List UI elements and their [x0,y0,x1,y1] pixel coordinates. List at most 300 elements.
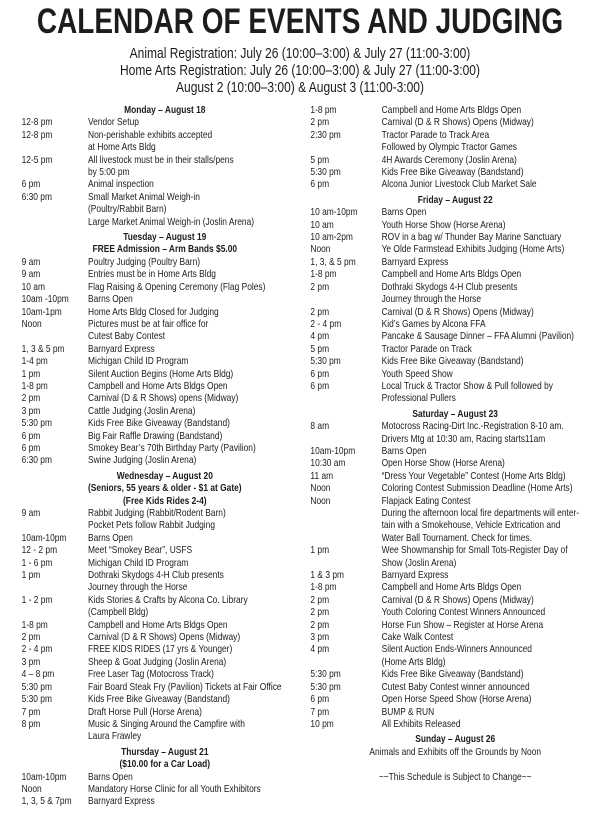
event-description-line: Kids Free Bike Giveaway (Bandstand) [88,417,230,430]
event-description-line: (Poultry/Rabbit Barn) [88,203,167,216]
event-time: 10 am [310,218,334,231]
event-description-line: Open Horse Speed Show (Horse Arena) [381,693,532,706]
event-description-line: FREE KIDS RIDES (17 yrs & Younger) [88,643,233,656]
day-heading-line: ($10.00 for a Car Load) [119,758,211,771]
page-title: CALENDAR OF EVENTS AND JUDGING [36,2,564,41]
event-description [382,219,506,231]
event-description-line: Cutest Baby Contest winner announced [381,680,530,693]
event-description [88,306,219,318]
event-time: 1-8 pm [21,618,48,631]
registration-line-animal: Animal Registration: July 26 (10:00–3:00) & July 27 (11:00-3:00) [129,45,471,62]
registration-line-home-arts: Home Arts Registration: July 26 (10:00–3:00) & July 27 (11:00-3:00) [120,62,480,79]
event-description-line: Sheep & Goat Judging (Joslin Arena) [88,655,227,668]
event-row [0,454,284,466]
event-description [88,631,240,643]
event-description-line: at Home Arts Bldg [88,141,156,154]
event-description-line: During the afternoon local fire departments will enter- [381,507,580,519]
event-description-line: Music & Singing Around the Campfire with [88,717,245,730]
event-description [88,693,230,705]
event-description [382,706,435,718]
event-time: 3 pm [21,655,41,668]
event-time: 1, 3 & 5 pm [21,342,65,355]
event-time: 5:30 pm [310,668,341,681]
event-row [0,343,284,355]
event-row [0,619,284,631]
event-description-line: Drivers Mtg at 10:30 am, Racing starts11am [381,432,546,445]
event-time: 6 pm [310,367,330,380]
event-time: 6 pm [310,379,330,392]
event-row [284,718,600,730]
event-time: 6 pm [21,178,41,191]
event-time: Noon [310,494,331,507]
event-time: 5:30 pm [21,680,52,693]
event-time: 2 - 4 pm [21,643,53,656]
event-row [0,656,284,668]
event-time: 10am-10pm [21,531,67,544]
event-row [0,268,284,280]
event-description-line: Entries must be in Home Arts Bldg [88,268,216,281]
event-time: 1-8 pm [310,268,337,281]
event-time: 6 pm [21,429,41,442]
event-description-line: Carnival (D & R Shows) Opens (Midway) [88,631,241,644]
event-description-line: Campbell and Home Arts Bldgs Open [381,104,522,116]
event-description-line: Swine Judging (Joslin Arena) [88,454,197,467]
event-description-line: Youth Horse Show (Horse Arena) [381,218,506,231]
event-description [88,430,222,442]
event-row [0,783,284,795]
event-row [0,718,284,743]
event-row [0,681,284,693]
event-description [382,206,427,218]
event-time: 1 - 6 pm [21,556,53,569]
event-description [382,355,524,367]
event-time: 5:30 pm [21,693,52,706]
event-time: 1 pm [21,367,41,380]
event-description-line: Tractor Parade to Track Area [381,128,490,141]
event-row [284,256,600,268]
event-description-line: Open Horse Show (Horse Arena) [381,457,505,470]
event-row [0,154,284,179]
event-description-line: Carnival (D & R Shows) opens (Midway) [88,392,239,405]
event-description [382,631,454,643]
event-description-line: Michigan Child ID Program [88,556,189,569]
event-description [88,656,226,668]
event-row [0,392,284,404]
event-description [88,569,224,594]
event-description [382,104,522,116]
registration-info [0,45,600,96]
event-description [88,368,233,380]
event-row [0,355,284,367]
event-description [88,771,133,783]
event-row [0,569,284,594]
event-description [88,783,261,795]
document-scan [0,4,600,808]
event-row [284,420,600,445]
event-time: 1, 3, 5 & 7pm [21,795,72,808]
event-time: 3 pm [21,404,41,417]
event-time: 2 - 4 pm [310,317,342,330]
event-description [88,668,214,680]
event-description-line: Kids Free Bike Giveaway (Bandstand) [88,693,230,706]
day-heading [284,194,600,206]
event-row [0,631,284,643]
event-description-line: Journey through the Horse [88,581,188,594]
event-row [284,243,600,255]
event-row [0,306,284,318]
event-description-line: Alcona Junior Livestock Club Market Sale [381,178,537,191]
event-row [0,178,284,190]
event-time: Noon [310,243,331,256]
event-row [284,693,600,705]
event-description [88,557,188,569]
event-time: 10am-10pm [310,444,356,457]
event-row [0,191,284,228]
day-heading [284,408,600,420]
event-time: 3 pm [310,631,330,644]
event-description-line: Youth Speed Show [381,367,453,380]
event-description [382,243,565,255]
event-row [0,293,284,305]
event-time: 5:30 pm [310,680,341,693]
event-description-line: Journey through the Horse [381,293,482,306]
event-description [382,470,566,482]
event-time: 9 am [21,507,41,519]
event-description [382,643,532,668]
event-time: 1 & 3 pm [310,569,345,582]
event-time: 1-4 pm [21,355,48,368]
event-row [284,470,600,482]
event-description [382,368,453,380]
event-time: 12-5 pm [21,153,53,166]
event-description-line: Free Laser Tag (Motocross Track) [88,668,214,681]
event-row [284,569,600,581]
event-description-line: Carnival (D & R Shows) Opens (Midway) [381,593,534,606]
event-row [0,430,284,442]
day-heading [0,231,284,256]
event-time: 6 pm [310,693,330,706]
event-description [88,417,230,429]
event-description-line: Professional Pullers [381,392,456,405]
event-description [88,507,226,532]
event-time: 8 am [310,420,330,433]
event-description-line: Flag Raising & Opening Ceremony (Flag Poles) [88,280,266,293]
event-description [382,256,449,268]
event-description-line: 4H Awards Ceremony (Joslin Arena) [381,153,517,166]
event-description-line: Tractor Parade on Track [381,342,472,355]
event-description-line: Barnyard Express [381,255,449,268]
event-description [88,268,216,280]
event-time: 6 pm [21,441,41,454]
event-time: 4 pm [310,330,330,343]
event-description-line: All Exhibits Released [381,717,461,730]
day-heading-line: (Free Kids Rides 2-4) [123,494,207,507]
event-time: 6 pm [310,178,330,191]
event-description [382,380,553,405]
event-row [0,594,284,619]
event-description [382,231,562,243]
event-description [88,392,238,404]
event-description [88,293,133,305]
event-description-line: Barns Open [381,444,427,457]
event-time: 6:30 pm [21,190,52,203]
event-description-line: Pictures must be at fair office for [88,317,209,330]
event-row [284,368,600,380]
day-heading-line: Thursday – August 21 [121,745,209,758]
event-time: 1-8 pm [21,379,48,392]
event-description-line: Water Ball Tournament. Check for times. [381,531,532,544]
event-description-line: by 5:00 pm [88,166,130,179]
event-description-line: Draft Horse Pull (Horse Arena) [88,705,202,718]
event-description-line: ROV in a bag w/ Thunder Bay Marine Sanctuary [381,231,562,244]
event-row [0,668,284,680]
event-row [0,557,284,569]
event-description-line: Small Market Animal Weigh-in [88,190,200,203]
event-description-line: Poultry Judging (Poultry Barn) [88,255,201,268]
event-row [284,231,600,243]
event-row [0,417,284,429]
event-description [88,718,245,743]
event-row [0,507,284,532]
schedule-columns [0,104,600,808]
event-description [382,129,517,154]
event-description [88,795,155,807]
event-description-line: Carnival (D & R Shows) Opens (Midway) [381,305,534,318]
event-time: 1, 3, & 5 pm [310,255,356,268]
day-heading-line: (Seniors, 55 years & older - $1 at Gate) [88,482,242,495]
event-description [88,318,208,343]
event-row [0,405,284,417]
event-row [284,154,600,166]
event-time: 12 - 2 pm [21,544,58,557]
event-description-line: Barns Open [88,770,133,783]
event-description [88,706,202,718]
event-time: 1-8 pm [310,104,337,116]
event-time: 10am -10pm [21,293,69,306]
event-time: 2 pm [310,305,330,318]
event-description [88,619,228,631]
event-description [88,380,228,392]
event-row [284,457,600,469]
event-description-line: Silent Auction Begins (Home Arts Bldg) [88,367,234,380]
day-heading [0,104,284,116]
event-description [88,643,232,655]
event-description-line: Kids Free Bike Giveaway (Bandstand) [381,355,524,368]
event-description [382,507,580,544]
event-description-line: Barns Open [381,206,427,219]
event-time: 1 - 2 pm [21,593,53,606]
event-description [88,129,212,154]
event-description-line: Carnival (D & R Shows) Opens (Midway) [381,116,534,129]
event-row [284,166,600,178]
event-description-line: Rabbit Judging (Rabbit/Rodent Barn) [88,507,226,519]
event-time: 2 pm [310,593,330,606]
event-description-line: Barnyard Express [88,342,155,355]
event-time: Noon [310,482,331,495]
event-description-line: All livestock must be in their stalls/pens [88,153,234,166]
event-row [0,693,284,705]
event-row [284,306,600,318]
event-time: 1 pm [310,544,330,557]
event-time: 2 pm [310,618,330,631]
event-description-line: Barns Open [88,293,133,306]
event-row [0,532,284,544]
event-row [0,380,284,392]
event-description [382,495,471,507]
event-description-line: Vendor Setup [88,116,139,129]
event-description-line: Pocket Pets follow Rabbit Judging [88,519,216,532]
event-time: 2 pm [21,631,41,644]
event-description [382,445,427,457]
event-time: 12-8 pm [21,128,53,141]
event-description-line: Mandatory Horse Clinic for all Youth Exhibitors [88,782,261,795]
event-time: 4 – 8 pm [21,668,55,681]
event-description-line: Pancake & Sausage Dinner – FFA Alumni (Pavilion) [381,330,574,343]
event-description-line: Michigan Child ID Program [88,355,189,368]
event-description [382,569,449,581]
event-description [382,681,530,693]
event-description [382,166,524,178]
event-description [382,619,544,631]
event-description-line: Big Fair Raffle Drawing (Bandstand) [88,429,223,442]
event-time: 10:30 am [310,457,346,470]
event-row [284,129,600,154]
event-row [284,116,600,128]
event-description-line: Non-perishable exhibits accepted [88,128,213,141]
event-description-line: Laura Frawley [88,730,142,743]
event-row [0,795,284,807]
event-description [382,281,518,306]
event-row [284,544,600,569]
event-description-line: Followed by Olympic Tractor Games [381,141,517,154]
event-description-line: Show (Joslin Arena) [381,556,457,569]
event-time: 2 pm [21,392,41,405]
event-row [284,330,600,342]
event-time: 10am-1pm [21,305,62,318]
event-description [88,681,282,693]
event-row [284,380,600,405]
event-time: 2 pm [310,116,330,129]
event-row [284,643,600,668]
event-description [88,116,139,128]
center-note: Animals and Exhibits off the Grounds by Noon [369,745,542,758]
event-description [382,668,524,680]
event-description-line: Youth Coloring Contest Winners Announced [381,606,546,619]
event-row [284,268,600,280]
event-description [88,454,196,466]
event-description [382,116,534,128]
event-time: 11 am [310,469,334,482]
schedule-column-left [0,104,284,808]
schedule-column-right [284,104,600,784]
event-row [284,281,600,306]
event-description [382,306,534,318]
event-description-line: Smokey Bear’s 70th Birthday Party (Pavilion) [88,441,256,454]
event-time: 12-8 pm [21,116,53,129]
event-description-line: Silent Auction Ends-Winners Announced [381,643,532,656]
event-description [88,532,133,544]
event-time: 10 am-10pm [310,206,358,219]
event-row [0,442,284,454]
event-time: 1 pm [21,569,41,582]
event-description [88,343,155,355]
event-description [88,405,195,417]
event-description [88,256,200,268]
event-row [284,104,600,116]
event-time: Noon [21,317,42,330]
event-time: 4 pm [310,643,330,656]
event-description-line: Wee Showmanship for Small Tots-Register Day of [381,544,568,557]
event-row [284,619,600,631]
event-row [284,594,600,606]
event-description [382,693,532,705]
event-row [284,581,600,593]
event-description-line: Cake Walk Contest [381,631,454,644]
event-description-line: Cutest Baby Contest [88,330,166,343]
event-description [382,718,461,730]
event-description-line: Kid’s Games by Alcona FFA [381,317,486,330]
event-time: 5:30 pm [310,355,341,368]
event-description-line: Animal inspection [88,178,154,191]
event-description-line: Campbell and Home Arts Bldgs Open [88,618,228,631]
event-row [284,219,600,231]
event-description [382,594,534,606]
event-time: 10am-10pm [21,770,67,783]
event-row [284,681,600,693]
event-time: 9 am [21,268,41,281]
event-description-line: Horse Fun Show – Register at Horse Arena [381,618,544,631]
event-description-line: Kids Free Bike Giveaway (Bandstand) [381,668,524,681]
event-row [0,116,284,128]
event-row [0,706,284,718]
event-description-line: Cattle Judging (Joslin Arena) [88,404,196,417]
event-description-line: BUMP & RUN [381,705,435,718]
event-time: 8 pm [21,717,41,730]
event-time: 10 am [21,280,45,293]
event-description-line: (Home Arts Bldg) [381,655,446,668]
event-time: 6:30 pm [21,454,52,467]
day-heading-line: Wednesday – August 20 [116,469,213,482]
event-time: 10 pm [310,717,334,730]
event-time: 9 am [21,255,41,268]
event-time: 5 pm [310,153,330,166]
registration-line-august: August 2 (10:00–3:00) & August 3 (11:00-3:00) [176,79,424,96]
event-description [88,594,248,619]
event-description [382,606,546,618]
event-time: 10 am-2pm [310,231,353,244]
day-heading-line: Friday – August 22 [417,193,493,206]
event-description [88,355,188,367]
event-row [284,706,600,718]
event-time: 5 pm [310,342,330,355]
event-description-line: Home Arts Bldg Closed for Judging [88,305,219,318]
day-heading-line: Monday – August 18 [124,104,206,116]
event-time: 2 pm [310,606,330,619]
event-description-line: Barnyard Express [88,795,155,808]
event-description [382,457,505,469]
event-row [0,771,284,783]
event-row [284,668,600,680]
event-description [382,178,537,190]
event-description [88,178,154,190]
event-description-line: Coloring Contest Submission Deadline (Home Arts) [381,482,573,495]
schedule-footer-note: ~~This Schedule is Subject to Change~~ [378,771,532,784]
event-description-line: Meet “Smokey Bear”, USFS [88,544,193,557]
event-row [0,643,284,655]
event-row [0,318,284,343]
event-description [88,544,192,556]
event-description-line: Campbell and Home Arts Bldgs Open [88,379,228,392]
